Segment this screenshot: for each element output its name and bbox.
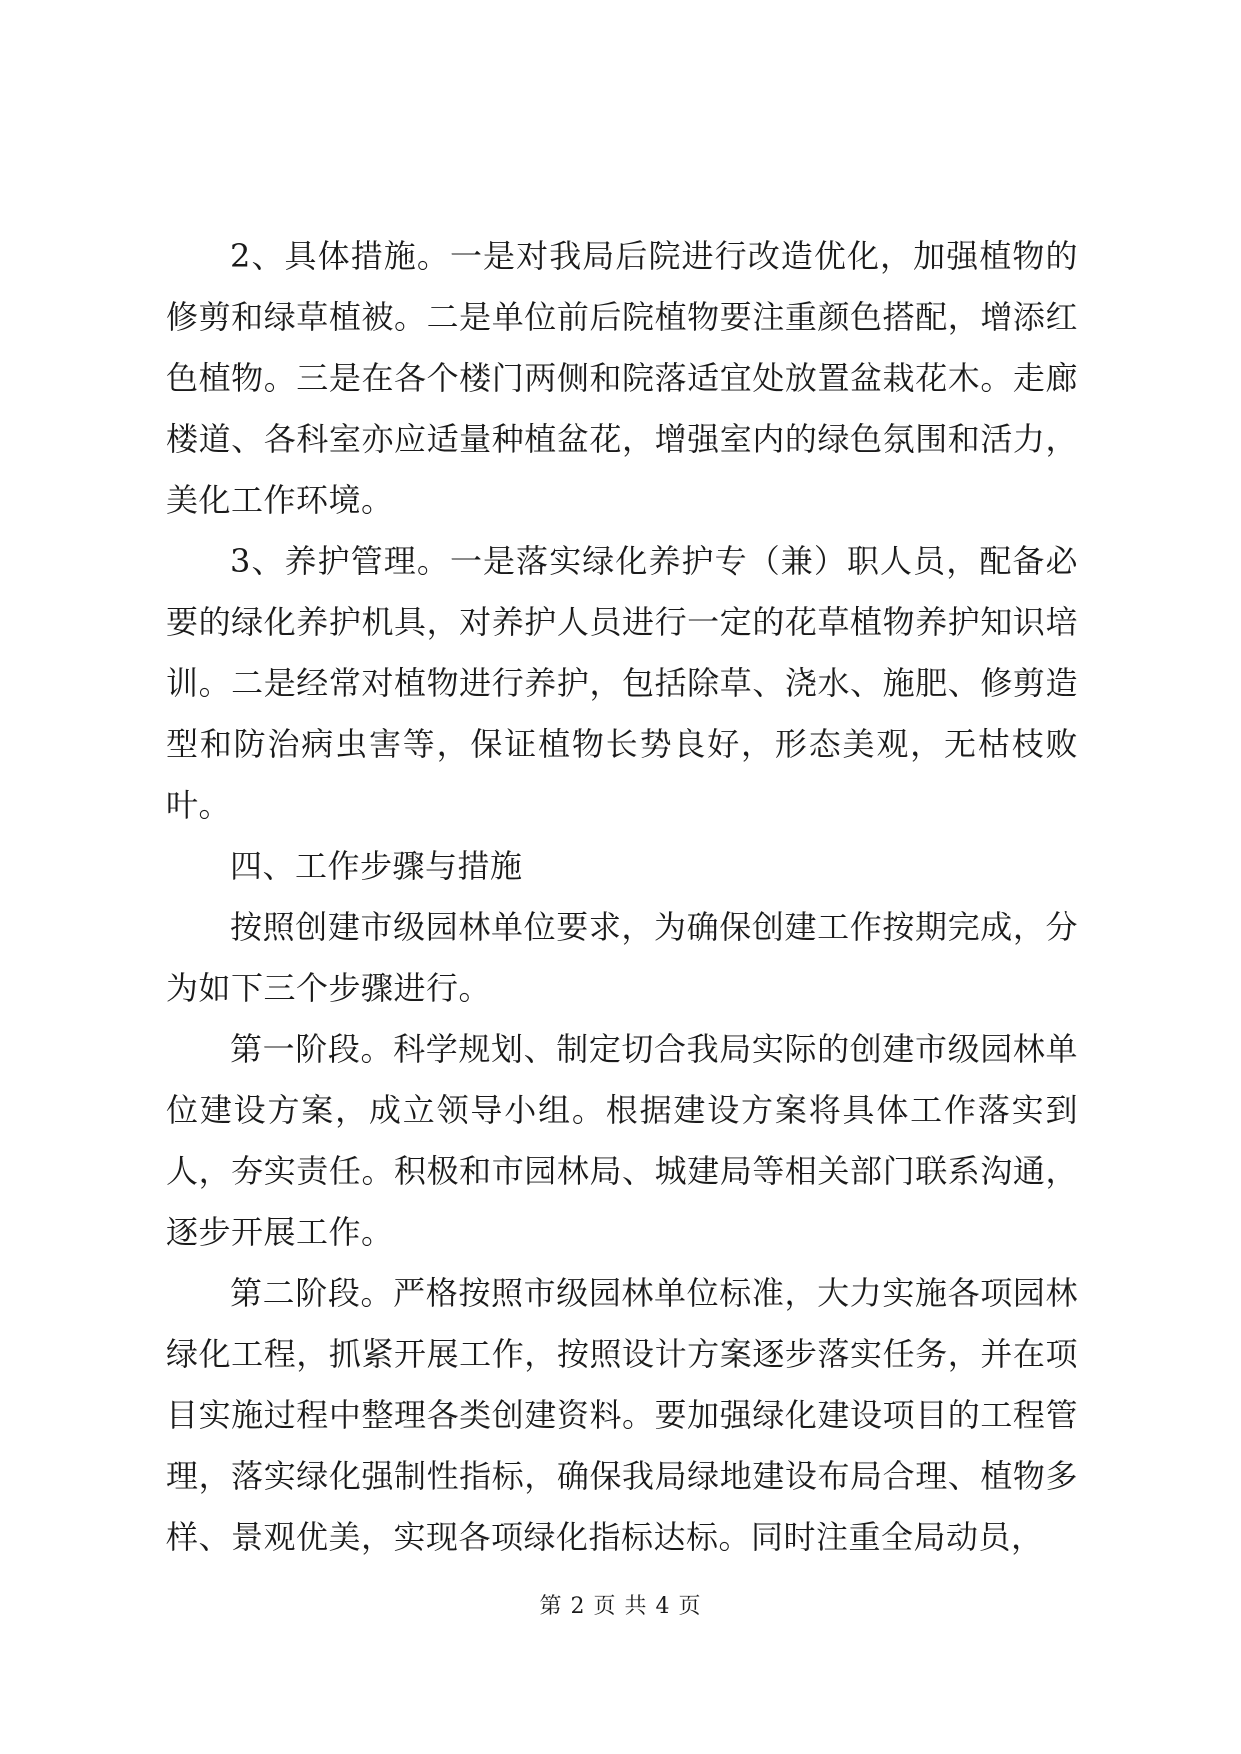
paragraph-steps-intro: 按照创建市级园林单位要求，为确保创建工作按期完成，分为如下三个步骤进行。 xyxy=(166,908,1078,1007)
paragraph-phase-two: 第二阶段。严格按照市级园林单位标准，大力实施各项园林绿化工程，抓紧开展工作，按照设计方案逐步落实任务，并在项目实施过程中整理各类创建资料。要加强绿化建设项目的工程管理，落实绿化强制性指标，确保我局绿地建设布局合理、植物多样、景观优美，实现各项绿化指标达标。同时注重全局动员， xyxy=(166,1274,1078,1556)
paragraph-phase-one: 第一阶段。科学规划、制定切合我局实际的创建市级园林单位建设方案，成立领导小组。根据建设方案将具体工作落实到人，夯实责任。积极和市园林局、城建局等相关部门联系沟通，逐步开展工作。 xyxy=(166,1030,1078,1251)
paragraph-specific-measures: 2、具体措施。一是对我局后院进行改造优化，加强植物的修剪和绿草植被。二是单位前后院植物要注重颜色搭配，增添红色植物。三是在各个楼门两侧和院落适宜处放置盆栽花木。走廊楼道、各科室亦应适量种植盆花，增强室内的绿色氛围和活力，美化工作环境。 xyxy=(166,237,1078,519)
section-heading-work-steps: 四、工作步骤与措施 xyxy=(230,847,523,885)
paragraph-maintenance-management: 3、养护管理。一是落实绿化养护专（兼）职人员，配备必要的绿化养护机具，对养护人员进行一定的花草植物养护知识培训。二是经常对植物进行养护，包括除草、浇水、施肥、修剪造型和防治病虫害等，保证植物长势良好，形态美观，无枯枝败叶。 xyxy=(166,542,1078,824)
page-number-footer: 第 2 页 共 4 页 xyxy=(539,1594,702,1619)
document-body xyxy=(166,226,1078,1568)
